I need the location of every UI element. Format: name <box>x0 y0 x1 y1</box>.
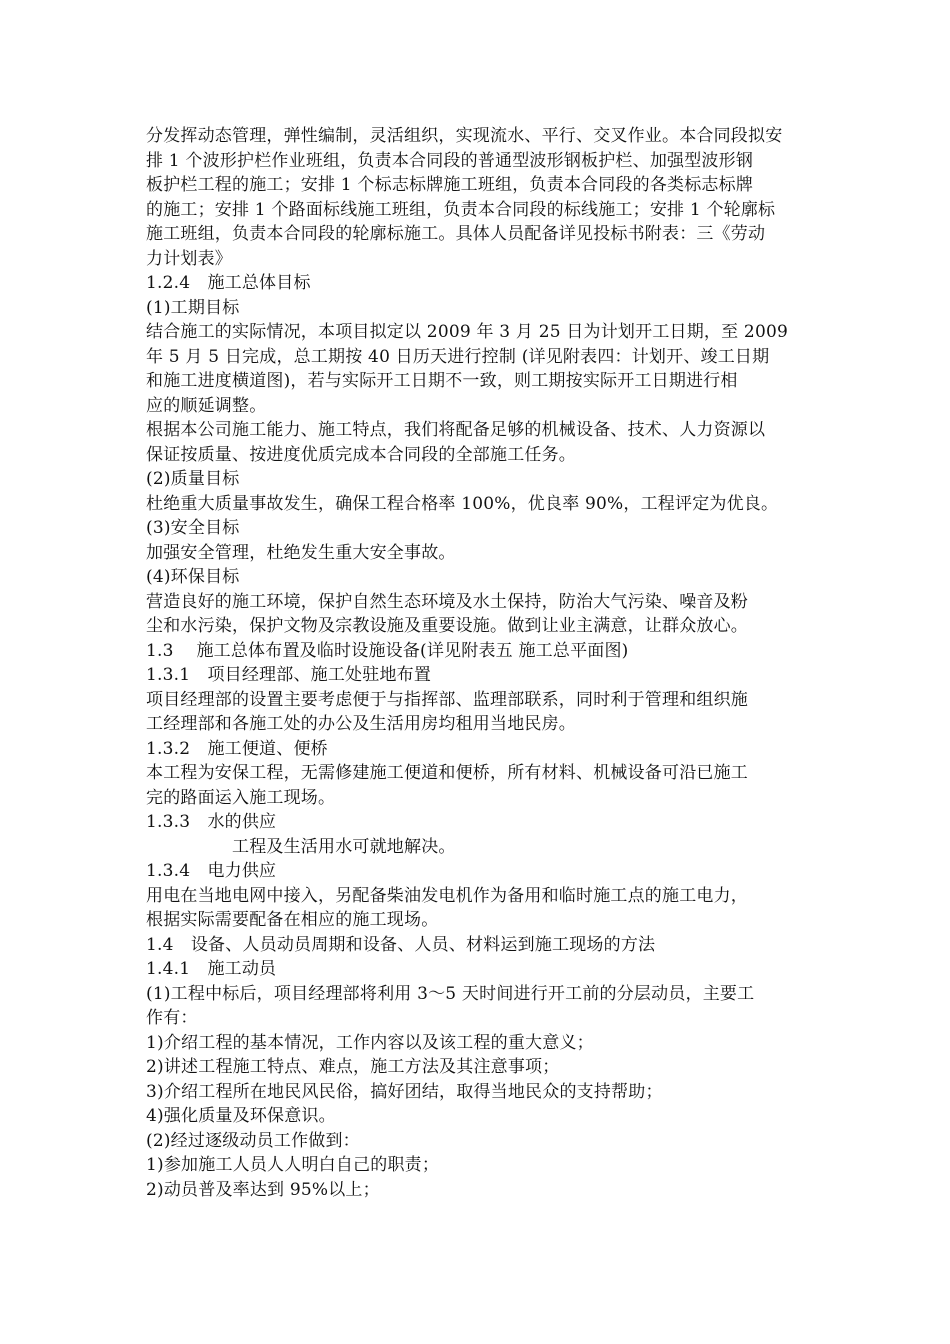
text-line: 的施工；安排 1 个路面标线施工班组，负责本合同段的标线施工；安排 1 个轮廓标 <box>146 199 776 220</box>
section-heading: 1.3.2 施工便道、便桥 <box>146 738 328 759</box>
section-heading: 1.3.3 水的供应 <box>146 812 277 832</box>
section-heading: 1.3.4 电力供应 <box>146 861 277 881</box>
text-line: 加强安全管理，杜绝发生重大安全事故。 <box>146 542 456 563</box>
text-line: 杜绝重大质量事故发生，确保工程合格率 100%，优良率 90%，工程评定为优良。 <box>146 493 779 514</box>
document-body <box>146 124 811 1202</box>
subsection-heading: (3)安全目标 <box>146 518 240 538</box>
text-line: 作有： <box>146 1008 198 1028</box>
text-line: (1)工程中标后，项目经理部将利用 3～5 天时间进行开工前的分层动员，主要工 <box>146 983 755 1004</box>
text-line: 力计划表》 <box>146 248 232 269</box>
text-line: 和施工进度横道图)，若与实际开工日期不一致，则工期按实际开工日期进行相 <box>146 371 738 391</box>
text-line: 用电在当地电网中接入，另配备柴油发电机作为备用和临时施工点的施工电力， <box>146 885 748 906</box>
text-line: 营造良好的施工环境，保护自然生态环境及水土保持，防治大气污染、噪音及粉 <box>146 591 748 612</box>
text-line: 结合施工的实际情况，本项目拟定以 2009 年 3 月 25 日为计划开工日期，至 2009 <box>146 322 789 342</box>
list-item: 3)介绍工程所在地民风民俗，搞好团结，取得当地民众的支持帮助； <box>146 1081 663 1102</box>
list-item: 1)介绍工程的基本情况，工作内容以及该工程的重大意义； <box>146 1032 594 1053</box>
text-line: 根据本公司施工能力、施工特点，我们将配备足够的机械设备、技术、人力资源以 <box>146 420 766 440</box>
text-line: 工经理部和各施工处的办公及生活用房均租用当地民房。 <box>146 714 576 734</box>
subsection-heading: (4)环保目标 <box>146 567 240 587</box>
list-item: 2)动员普及率达到 95%以上； <box>146 1179 380 1200</box>
section-heading: 1.4.1 施工动员 <box>146 959 277 979</box>
text-line: 本工程为安保工程，无需修建施工便道和便桥，所有材料、机械设备可沿已施工 <box>146 763 748 783</box>
section-heading: 1.4 设备、人员动员周期和设备、人员、材料运到施工现场的方法 <box>146 934 656 955</box>
text-line: 施工班组，负责本合同段的轮廓标施工。具体人员配备详见投标书附表：三《劳动 <box>146 224 766 244</box>
list-item: 4)强化质量及环保意识。 <box>146 1106 336 1126</box>
subsection-heading: (1)工期目标 <box>146 297 240 318</box>
text-line: 尘和水污染，保护文物及宗教设施及重要设施。做到让业主满意，让群众放心。 <box>146 616 748 636</box>
list-item: 2)讲述工程施工特点、难点，施工方法及其注意事项； <box>146 1057 560 1077</box>
text-line: 保证按质量、按进度优质完成本合同段的全部施工任务。 <box>146 444 576 465</box>
list-item: 1)参加施工人员人人明白自己的职责； <box>146 1155 440 1175</box>
text-line: 完的路面运入施工现场。 <box>146 787 336 808</box>
text-line: 应的顺延调整。 <box>146 395 267 416</box>
text-line: 工程及生活用水可就地解决。 <box>232 836 456 857</box>
text-line: 排 1 个波形护栏作业班组，负责本合同段的普通型波形钢板护栏、加强型波形钢 <box>146 150 754 171</box>
text-line: 根据实际需要配备在相应的施工现场。 <box>146 910 439 930</box>
text-line: 项目经理部的设置主要考虑便于与指挥部、监理部联系，同时利于管理和组织施 <box>146 689 748 710</box>
section-heading: 1.3 施工总体布置及临时设施设备(详见附表五 施工总平面图) <box>146 640 629 661</box>
text-line: 板护栏工程的施工；安排 1 个标志标牌施工班组，负责本合同段的各类标志标牌 <box>146 175 754 195</box>
subsection-heading: (2)经过逐级动员工作做到： <box>146 1130 360 1151</box>
subsection-heading: (2)质量目标 <box>146 469 240 489</box>
section-heading: 1.3.1 项目经理部、施工处驻地布置 <box>146 665 432 685</box>
text-line: 年 5 月 5 日完成，总工期按 40 日历天进行控制 (详见附表四：计划开、竣工日期 <box>146 346 770 367</box>
section-heading: 1.2.4 施工总体目标 <box>146 273 311 293</box>
text-line: 分发挥动态管理，弹性编制，灵活组织，实现流水、平行、交叉作业。本合同段拟安 <box>146 126 783 146</box>
